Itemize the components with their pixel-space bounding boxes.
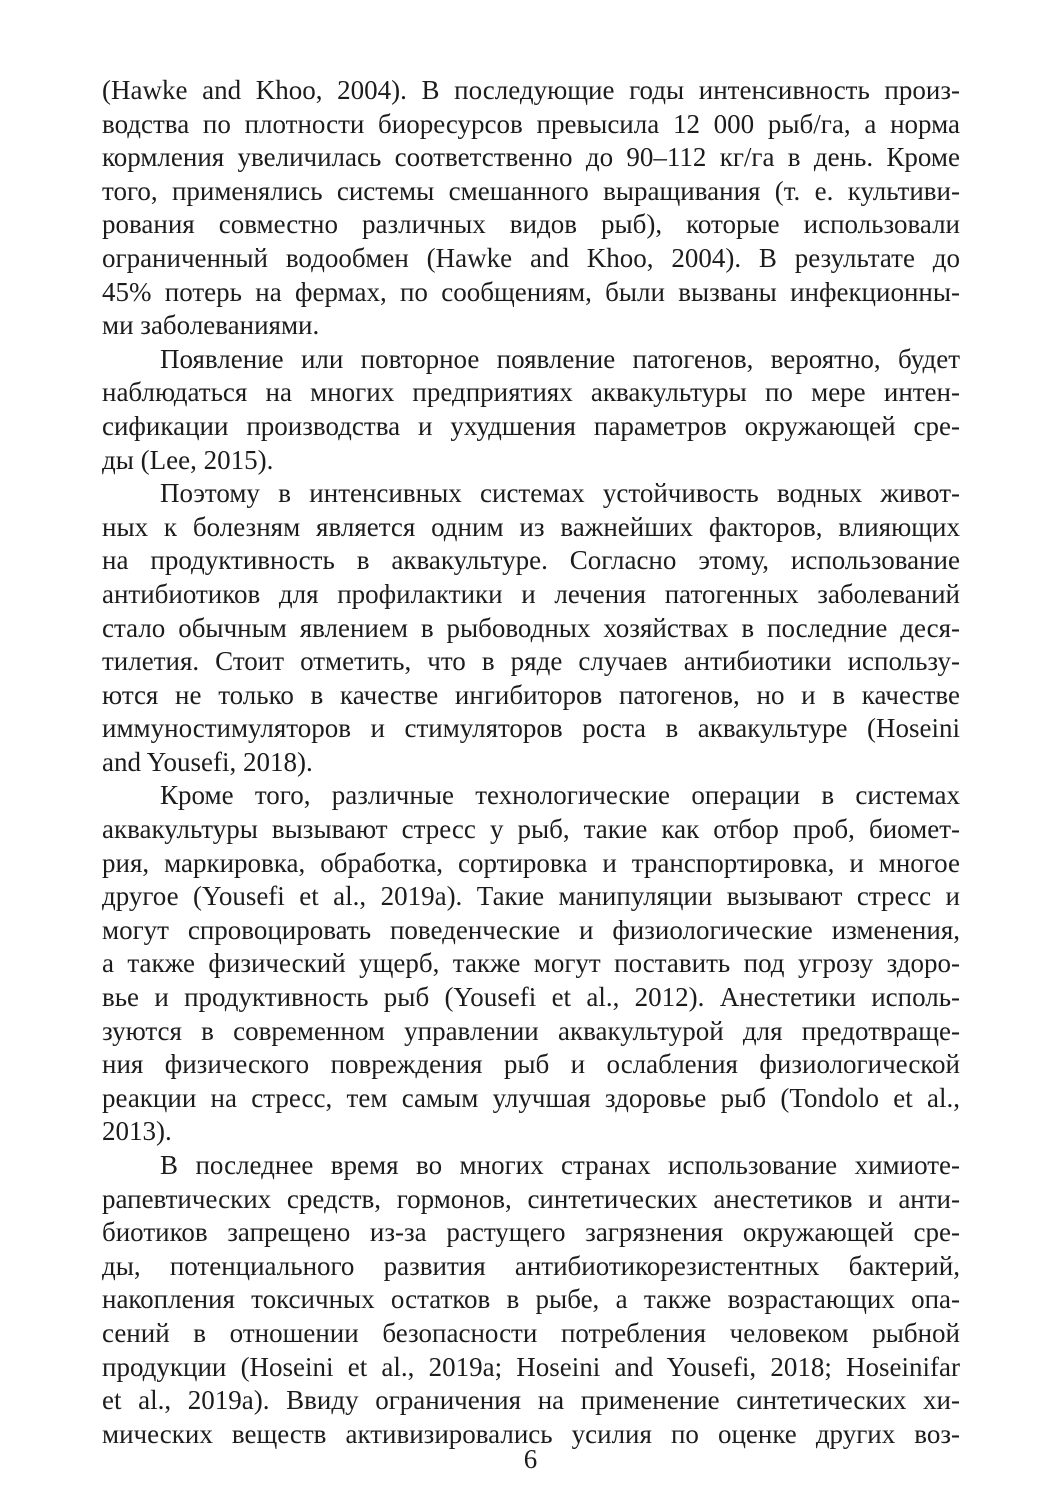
text-line: биотиков запрещено из-за растущего загрязнения окружающей сре- [102,1217,960,1248]
text-line: Появление или повторное появление патогенов, вероятно, будет [160,343,960,374]
page-body [102,74,960,1449]
text-line: водства по плотности биоресурсов превысила 12 000 рыб/га, а норма [102,108,960,139]
paragraph-3 [102,477,960,779]
paragraph-4 [102,779,960,1149]
text-line: 45% потерь на фермах, по сообщениям, были вызваны инфекционны- [102,276,960,307]
text-line: на продуктивность в аквакультуре. Согласно этому, использование [102,545,960,576]
text-line: вье и продуктивность рыб (Yousefi et al., 2012). Анестетики исполь- [102,982,960,1013]
text-line: накопления токсичных остатков в рыбе, а также возрастающих опа- [102,1284,960,1315]
text-line: другое (Yousefi et al., 2019a). Такие манипуляции вызывают стресс и [102,881,960,912]
text-line: (Hawke and Khoo, 2004). В последующие годы интенсивность произ- [102,75,960,105]
text-line: мических веществ активизировались усилия по оценке других воз- [102,1418,960,1449]
text-line: ных к болезням является одним из важнейших факторов, влияющих [102,511,960,542]
text-line: продукции (Hoseini et al., 2019a; Hoseini and Yousefi, 2018; Hoseinifar [102,1351,960,1382]
text-line: сификации производства и ухудшения параметров окружающей сре- [102,410,960,441]
paragraph-5 [102,1149,960,1451]
text-line: ды, потенциального развития антибиотикорезистентных бактерий, [102,1250,960,1281]
paragraph-2 [102,343,960,477]
text-line: тилетия. Стоит отметить, что в ряде случаев антибиотики использу- [102,646,960,677]
paragraph-1 [102,74,960,343]
text-line: ются не только в качестве ингибиторов патогенов, но и в качестве [102,679,960,710]
text-line: того, применялись системы смешанного выращивания (т. е. культиви- [102,175,960,206]
text-line: В последнее время во многих странах использование химиоте- [160,1150,960,1180]
text-line: ды (Lee, 2015). [102,444,274,475]
text-line: рия, маркировка, обработка, сортировка и транспортировка, и многое [102,847,960,878]
text-line: сений в отношении безопасности потребления человеком рыбной [102,1317,960,1348]
text-line: аквакультуры вызывают стресс у рыб, такие как отбор проб, биомет- [102,814,960,845]
text-line: ограниченный водообмен (Hawke and Khoo, 2004). В результате до [102,242,960,273]
text-line: наблюдаться на многих предприятиях аквакультуры по мере интен- [102,377,960,408]
text-line: иммуностимуляторов и стимуляторов роста в аквакультуре (Hoseini [102,713,960,744]
text-line: антибиотиков для профилактики и лечения патогенных заболеваний [102,578,960,609]
text-line: Кроме того, различные технологические операции в системах [160,780,960,811]
text-line: зуются в современном управлении аквакультурой для предотвраще- [102,1015,960,1046]
text-line: рапевтических средств, гормонов, синтетических анестетиков и анти- [102,1183,960,1214]
text-line: рования совместно различных видов рыб), которые использовали [102,209,960,240]
text-line: а также физический ущерб, также могут поставить под угрозу здоро- [102,948,960,979]
text-line: кормления увеличилась соответственно до 90–112 кг/га в день. Кроме [102,142,960,173]
page-number: 6 [523,1444,538,1474]
text-line: et al., 2019a). Ввиду ограничения на применение синтетических хи- [102,1385,960,1416]
text-line: реакции на стресс, тем самым улучшая здоровье рыб (Tondolo et al., [102,1082,960,1113]
text-line: могут спровоцировать поведенческие и физиологические изменения, [102,914,960,945]
text-line: Поэтому в интенсивных системах устойчивость водных живот- [160,478,960,509]
text-line: and Yousefi, 2018). [102,746,313,777]
text-line: ми заболеваниями. [102,310,320,341]
text-line: ния физического повреждения рыб и ослабления физиологической [102,1049,960,1080]
text-line: стало обычным явлением в рыбоводных хозяйствах в последние деся- [102,612,960,643]
text-line: 2013). [102,1116,172,1147]
